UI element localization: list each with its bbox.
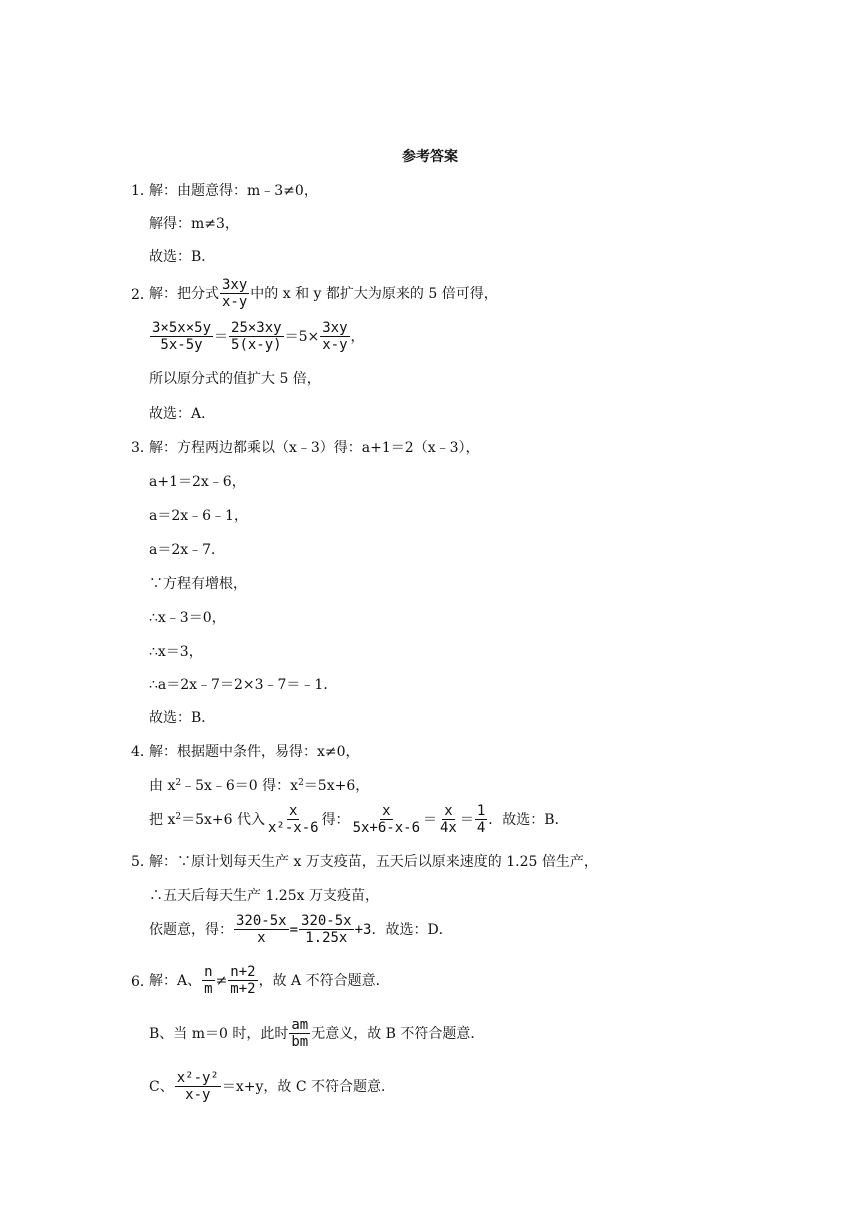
- q2-number: 2．: [131, 287, 154, 303]
- denominator: x²-x-6: [267, 820, 319, 836]
- q4-text-f: 得：: [321, 811, 350, 828]
- denominator: m: [204, 981, 213, 997]
- numerator: x: [444, 803, 453, 819]
- denominator: 1.25x: [305, 930, 348, 946]
- q4-equals-2: ＝: [459, 811, 474, 828]
- q5-fraction-2: [299, 913, 354, 946]
- q5-text-b: ．故选：D．: [371, 921, 453, 938]
- denominator: x-y: [185, 1087, 211, 1103]
- q4-fraction-1: [266, 803, 321, 836]
- denominator: 5(x-y): [231, 337, 282, 353]
- q2-line-4: 故选：A．: [149, 406, 216, 422]
- numerator: 3xy: [222, 277, 248, 293]
- q6-text-e: C、: [149, 1078, 174, 1095]
- q6-fraction-4: [175, 1070, 221, 1103]
- q2-equals-1: ＝: [214, 328, 229, 345]
- q6-line-1: [149, 964, 390, 997]
- q4-fraction-4: [475, 803, 487, 836]
- q5-number: 5．: [131, 854, 154, 870]
- q6-text-f: ＝x+y，故 C 不符合题意．: [221, 1078, 396, 1095]
- numerator: 1: [476, 803, 486, 819]
- q2-fraction-3: [229, 320, 284, 353]
- denominator: 4x: [440, 820, 457, 836]
- numerator: 3×5x×5y: [152, 320, 212, 336]
- q2-comma: ，: [350, 328, 365, 345]
- numerator: x: [289, 803, 298, 819]
- q2-line-2: [149, 320, 365, 353]
- q3-number: 3．: [131, 440, 154, 456]
- q6-text-d: 无意义，故 B 不符合题意．: [311, 1025, 485, 1042]
- numerator: 320-5x: [301, 913, 352, 929]
- q4-equals-1: ＝: [423, 811, 437, 828]
- numerator: 3xy: [322, 320, 348, 336]
- denominator: x-y: [322, 337, 348, 353]
- q2-fraction-2: [150, 320, 213, 353]
- page-title: 参考答案: [402, 149, 458, 165]
- denominator: 5x+6-x-6: [352, 820, 420, 836]
- q6-fraction-1: [202, 964, 214, 997]
- numerator: x: [382, 803, 391, 819]
- q2-fraction-4: [320, 320, 349, 353]
- numerator: am: [291, 1017, 309, 1033]
- q1-line-3: 故选：B．: [149, 249, 216, 265]
- q6-text-a: 解：A、: [149, 972, 202, 989]
- q3-line-2: a+1＝2x﹣6，: [149, 474, 246, 490]
- q6-line-3: [149, 1070, 395, 1103]
- q4-fraction-3: [438, 803, 459, 836]
- q3-line-9: 故选：B．: [149, 710, 216, 726]
- q5-plus-three: +3: [354, 921, 372, 938]
- numerator: x²-y²: [176, 1070, 219, 1086]
- q6-fraction-2: [228, 964, 257, 997]
- q2-line-3: 所以原分式的值扩大 5 倍，: [149, 371, 321, 387]
- q5-line-1: 解：∵原计划每天生产 x 万支疫苗，五天后以原来速度的 1.25 倍生产，: [149, 854, 598, 870]
- q4-fraction-2: [351, 803, 422, 836]
- q4-line-1: 解：根据题中条件，易得：x≠0，: [149, 744, 360, 760]
- numerator: 320-5x: [236, 913, 287, 929]
- q2-line-1: [149, 277, 498, 310]
- q5-fraction-1: [234, 913, 289, 946]
- q5-line-3: [149, 913, 453, 946]
- q4-text-a: 由 x: [149, 778, 176, 794]
- q3-line-4: a＝2x﹣7．: [149, 542, 226, 558]
- denominator: x: [257, 930, 266, 946]
- q4-text-b: ﹣5x﹣6＝0 得：x: [181, 778, 299, 794]
- numerator: 25×3xy: [231, 320, 282, 336]
- denominator: 5x-5y: [160, 337, 203, 353]
- q2-text-a: 解：把分式: [149, 285, 219, 302]
- denominator: bm: [291, 1034, 309, 1050]
- q3-line-7: ∴x＝3，: [149, 644, 203, 660]
- q2-equals-2: ＝5×: [284, 328, 320, 345]
- q4-text-d: 把 x: [149, 811, 176, 828]
- q2-fraction-1: [220, 277, 249, 310]
- q4-text-g: ．故选：B．: [488, 811, 569, 828]
- q3-line-8: ∴a＝2x﹣7＝2×3﹣7＝﹣1．: [149, 677, 338, 693]
- q1-number: 1．: [131, 183, 154, 199]
- q4-text-e: ＝5x+6 代入: [181, 811, 265, 828]
- denominator: x-y: [222, 294, 248, 310]
- q3-line-3: a＝2x﹣6﹣1，: [149, 508, 248, 524]
- denominator: m+2: [230, 981, 256, 997]
- q6-line-2: [149, 1017, 484, 1050]
- q6-fraction-3: [289, 1017, 310, 1050]
- q4-line-3: 把 x $^2$ ＝5x+6 代入 $\frac{x}{\text{x²-x-6}}$ 得： $\frac{x}{5x+6-x-6}$ ＝ $\frac{x}{4x}$ ＝ $\frac{1}{4}$ ．故选：B．: [149, 803, 569, 836]
- q6-text-b: ，故 A 不符合题意．: [258, 972, 390, 989]
- q6-not-equal: ≠: [215, 972, 228, 989]
- q5-line-2: ∴五天后每天生产 1.25x 万支疫苗，: [149, 888, 379, 904]
- numerator: n+2: [230, 964, 256, 980]
- denominator: 4: [476, 820, 486, 836]
- q4-text-c: ＝5x+6，: [303, 778, 370, 794]
- q3-line-6: ∴x﹣3＝0，: [149, 610, 226, 626]
- q2-text-b: 中的 x 和 y 都扩大为原来的 5 倍可得，: [250, 285, 498, 302]
- q3-line-5: ∵方程有增根，: [149, 576, 247, 592]
- q4-line-2: 由 x $^2$ ﹣5x﹣6＝0 得：x $^2$ ＝5x+6，: [149, 778, 370, 794]
- q4-number: 4．: [131, 744, 154, 760]
- q5-text-a: 依题意，得：: [149, 921, 233, 938]
- q1-line-2: 解得：m≠3，: [149, 216, 239, 232]
- numerator: n: [204, 964, 213, 980]
- q1-line-1: 解：由题意得：m﹣3≠0，: [149, 183, 318, 199]
- q6-text-c: B、当 m＝0 时，此时: [149, 1025, 289, 1042]
- q6-number: 6．: [131, 974, 154, 990]
- q3-line-1: 解：方程两边都乘以（x﹣3）得：a+1＝2（x﹣3），: [149, 440, 480, 456]
- q5-equals: =: [289, 921, 299, 938]
